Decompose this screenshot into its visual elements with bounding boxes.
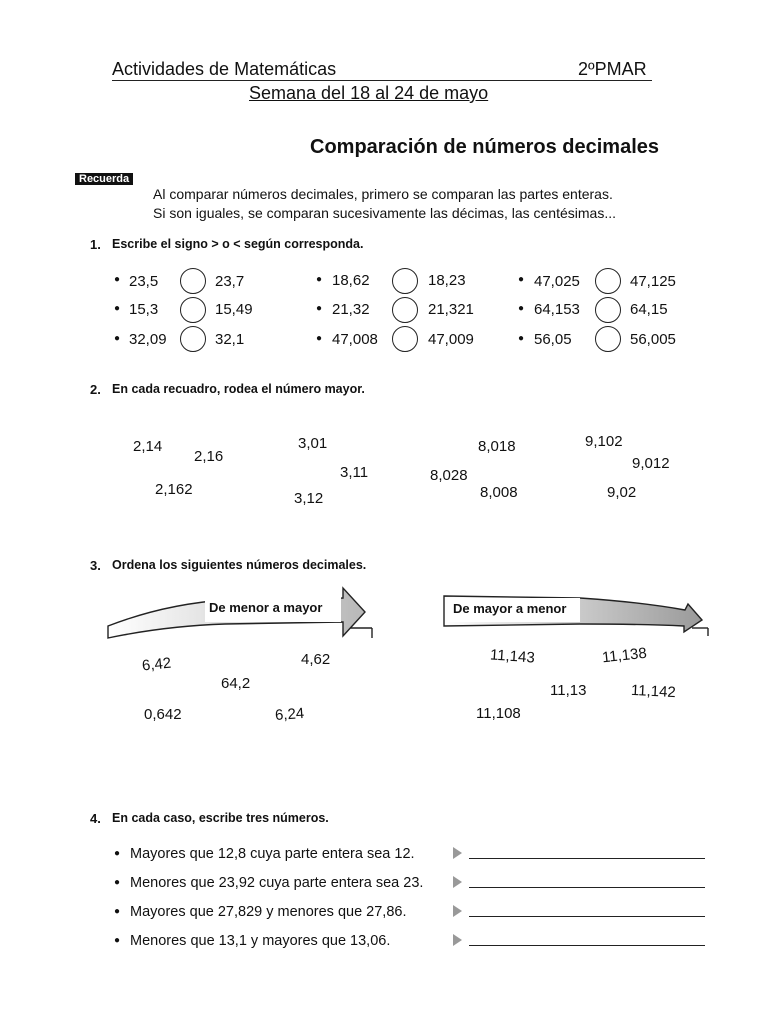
bullet-icon: ●: [114, 303, 121, 314]
exercise-2-number: 2.: [90, 382, 101, 397]
ascending-arrow-label: De menor a mayor: [209, 600, 323, 615]
pair-b: 32,1: [215, 331, 245, 348]
bullet-icon: ●: [316, 274, 323, 285]
pair-b: 56,005: [630, 331, 676, 348]
decimal-option[interactable]: 3,11: [340, 464, 369, 481]
pair-b: 23,7: [215, 273, 245, 290]
decimal-option[interactable]: 9,012: [632, 455, 670, 472]
comparison-circle[interactable]: [595, 297, 621, 323]
comparison-circle[interactable]: [595, 268, 621, 294]
header-underline: [112, 80, 652, 81]
decimal-option[interactable]: 2,16: [194, 448, 224, 465]
answer-line[interactable]: [469, 858, 705, 859]
bullet-icon: ●: [518, 303, 525, 314]
pair-a: 21,32: [332, 301, 370, 318]
bullet-icon: ●: [114, 274, 121, 285]
descending-arrow-label: De mayor a menor: [453, 601, 567, 616]
bullet-icon: ●: [114, 935, 121, 946]
exercise-4-instruction: En cada caso, escribe tres números.: [112, 811, 329, 825]
task-item: Mayores que 12,8 cuya parte entera sea 12.: [130, 846, 415, 862]
pair-b: 18,23: [428, 272, 466, 289]
exercise-1-number: 1.: [90, 237, 101, 252]
pair-a: 18,62: [332, 272, 370, 289]
bullet-icon: ●: [114, 333, 121, 344]
pair-a: 23,5: [129, 273, 159, 290]
pair-b: 47,009: [428, 331, 474, 348]
decimal-option[interactable]: 9,02: [607, 484, 637, 501]
comparison-circle[interactable]: [180, 326, 206, 352]
comparison-circle[interactable]: [180, 268, 206, 294]
decimal-to-order: 0,642: [144, 706, 182, 723]
bullet-icon: ●: [518, 274, 525, 285]
week-label: Semana del 18 al 24 de mayo: [249, 83, 489, 103]
bullet-icon: ●: [114, 906, 121, 917]
comparison-circle[interactable]: [392, 326, 418, 352]
answer-line[interactable]: [469, 916, 705, 917]
pair-a: 47,008: [332, 331, 378, 348]
pair-b: 15,49: [215, 301, 253, 318]
bullet-icon: ●: [518, 333, 525, 344]
decimal-option[interactable]: 8,008: [480, 484, 518, 501]
exercise-3-number: 3.: [90, 558, 101, 573]
exercise-4-number: 4.: [90, 811, 101, 826]
rule-line-2: Si son iguales, se comparan sucesivamente las décimas, las centésimas...: [153, 205, 616, 221]
pair-b: 21,321: [428, 301, 474, 318]
task-item: Mayores que 27,829 y menores que 27,86.: [130, 904, 407, 920]
pair-a: 64,153: [534, 301, 580, 318]
comparison-circle[interactable]: [392, 268, 418, 294]
task-item: Menores que 23,92 cuya parte entera sea 23.: [130, 875, 424, 891]
bullet-icon: ●: [114, 877, 121, 888]
pointer-triangle-icon: [453, 876, 462, 888]
decimal-to-order: 64,2: [221, 675, 251, 692]
decimal-to-order: 6,42: [141, 654, 173, 675]
pointer-triangle-icon: [453, 905, 462, 917]
answer-line[interactable]: [469, 945, 705, 946]
bullet-icon: ●: [316, 333, 323, 344]
answer-line[interactable]: [469, 887, 705, 888]
comparison-circle[interactable]: [595, 326, 621, 352]
decimal-option[interactable]: 8,028: [430, 467, 468, 484]
exercise-2-instruction: En cada recuadro, rodea el número mayor.: [112, 382, 365, 396]
pointer-triangle-icon: [453, 934, 462, 946]
comparison-circle[interactable]: [392, 297, 418, 323]
group-label: 2ºPMAR: [578, 59, 647, 79]
decimal-option[interactable]: 2,162: [155, 481, 193, 498]
decimal-to-order: 4,62: [301, 651, 331, 668]
decimal-to-order: 11,108: [476, 705, 521, 722]
decimal-to-order: 6,24: [274, 705, 305, 724]
page-title: Comparación de números decimales: [310, 136, 660, 158]
task-item: Menores que 13,1 y mayores que 13,06.: [130, 933, 391, 949]
decimal-option[interactable]: 3,01: [298, 435, 328, 452]
pair-b: 47,125: [630, 273, 676, 290]
recuerda-badge: Recuerda: [75, 173, 133, 185]
decimal-to-order: 11,143: [489, 646, 536, 667]
pair-a: 47,025: [534, 273, 580, 290]
subject-header: Actividades de Matemáticas: [112, 59, 337, 79]
pair-b: 64,15: [630, 301, 668, 318]
bullet-icon: ●: [316, 303, 323, 314]
pair-a: 15,3: [129, 301, 159, 318]
exercise-1-instruction: Escribe el signo > o < según corresponda.: [112, 237, 364, 251]
bullet-icon: ●: [114, 848, 121, 859]
decimal-option[interactable]: 3,12: [294, 490, 324, 507]
exercise-3-instruction: Ordena los siguientes números decimales.: [112, 558, 367, 572]
decimal-option[interactable]: 9,102: [585, 433, 623, 450]
decimal-to-order: 11,138: [601, 644, 648, 667]
decimal-to-order: 11,13: [550, 682, 587, 699]
pair-a: 56,05: [534, 331, 572, 348]
rule-line-1: Al comparar números decimales, primero se comparan las partes enteras.: [153, 186, 613, 202]
decimal-to-order: 11,142: [630, 681, 677, 702]
comparison-circle[interactable]: [180, 297, 206, 323]
pointer-triangle-icon: [453, 847, 462, 859]
decimal-option[interactable]: 8,018: [478, 438, 516, 455]
pair-a: 32,09: [129, 331, 167, 348]
decimal-option[interactable]: 2,14: [133, 438, 163, 455]
